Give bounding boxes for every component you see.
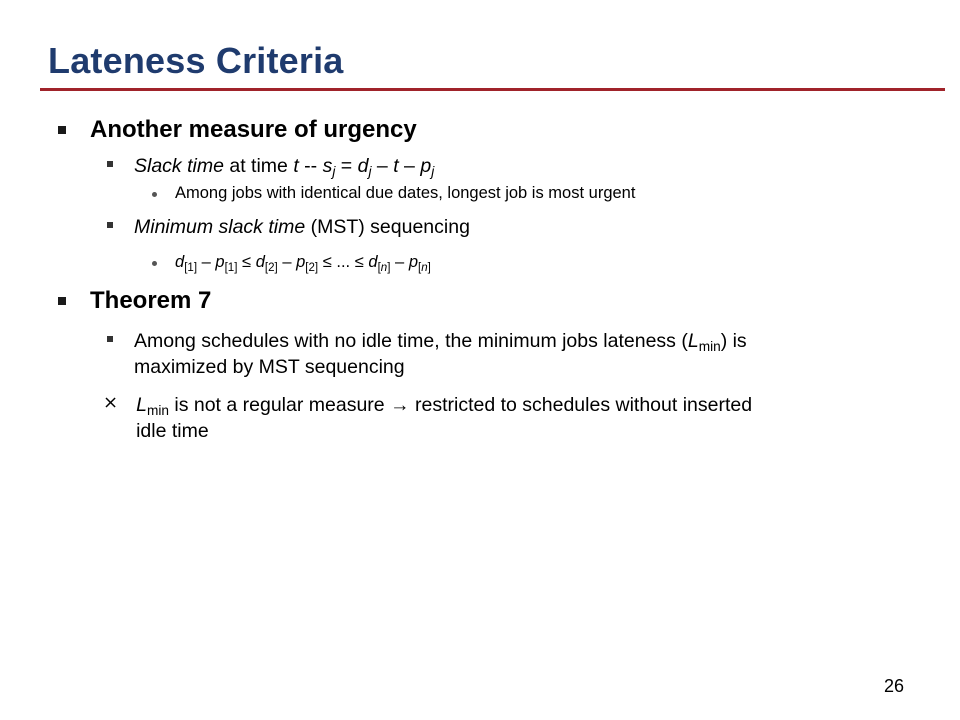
bullet-among-schedules: [107, 328, 914, 380]
bullet-theorem-7: [58, 287, 211, 315]
bullet-mst-formula: [152, 253, 431, 272]
square-bullet-icon: [107, 222, 113, 228]
bullet-mst-text: Minimum slack time (MST) sequencing: [134, 216, 470, 238]
bullet-among-schedules-text: Among schedules with no idle time, the minimum jobs lateness $(L_{min})$ is maximized by MST sequencing: [134, 330, 747, 378]
bullet-lmin-not-regular: [103, 392, 916, 444]
dot-bullet-icon: [152, 192, 157, 197]
slide-title: Lateness Criteria: [48, 40, 344, 81]
square-bullet-icon: [107, 336, 113, 342]
dot-bullet-icon: [152, 261, 157, 266]
bullet-identical-due-dates: [152, 184, 635, 203]
bullet-urgency: [58, 116, 417, 144]
bullet-slack-time-text: Slack time at time $t -- s_j = d_j - t - p_j$: [134, 155, 435, 179]
bullet-mst: [107, 214, 470, 240]
bullet-theorem-7-text: Theorem 7: [90, 287, 212, 314]
bullet-identical-due-dates-text: Among jobs with identical due dates, longest job is most urgent: [175, 184, 636, 202]
arrow-right-icon: →: [390, 394, 410, 416]
bullet-urgency-text: Another measure of urgency: [90, 116, 417, 143]
square-bullet-icon: [58, 126, 66, 134]
bullet-lmin-not-regular-text: $L_{min}$ is not a regular measure → restricted to schedules without inserted idle time: [136, 394, 753, 442]
cross-mark-icon: ⨯: [103, 392, 119, 412]
square-bullet-icon: [107, 161, 113, 167]
bullet-slack-time: [107, 153, 434, 179]
title-underline: [40, 88, 945, 91]
page-number: 26: [883, 676, 904, 696]
square-bullet-icon: [58, 297, 66, 305]
mst-formula-text: $d_{[1]} - p_{[1]} \le d_{[2]} - p_{[2]}$ ≤ ... ≤ $d_{[n]} - p_{[n]}$: [175, 253, 431, 274]
